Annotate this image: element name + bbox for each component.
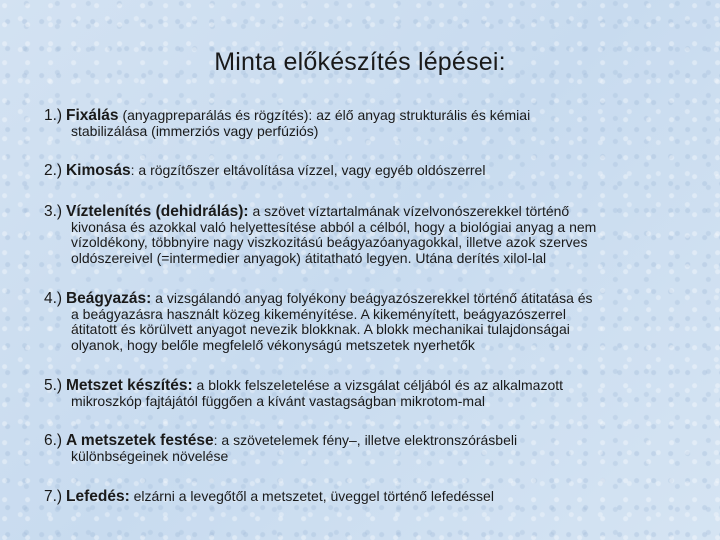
step-number: 4.) — [44, 290, 63, 307]
step-continuation: olyanok, hogy belőle megfelelő vékonyságú metszetek nyerhetők — [71, 336, 475, 353]
step-suffix: : — [213, 432, 218, 448]
step-term: Kimosás — [65, 162, 131, 179]
step-term: Beágyazás: — [65, 290, 152, 307]
step-description: a vizsgálandó anyag folyékony beágyazószerekkel történő átitatása és — [155, 290, 593, 306]
step-suffix: : — [130, 162, 135, 178]
step-number: 7.) — [44, 488, 63, 505]
step-number: 3.) — [44, 203, 63, 220]
step-term: Metszet készítés: — [65, 377, 193, 394]
step-continuation: különbségeinek növelése — [71, 447, 229, 464]
step-3 — [44, 204, 694, 266]
step-continuation: a beágyazásra használt közeg kikeményítése. A kikeményített, beágyazószerrel — [71, 305, 566, 322]
step-continuation: mikroszkóp fajtájától függően a kívánt vastagságban mikrotom-mal — [71, 392, 485, 409]
step-continuation: vízoldékony, többnyire nagy viszkozitású beágyazóanyagokkal, illetve azok szerves — [71, 234, 588, 250]
step-term: A metszetek festése — [65, 432, 214, 449]
step-7 — [44, 489, 694, 505]
step-1 — [44, 108, 694, 139]
step-number: 5.) — [44, 377, 63, 394]
step-description: a szövet víztartalmának vízelvonószerekkel történő — [252, 203, 570, 219]
step-term: Fixálás — [65, 107, 119, 124]
step-description: a blokk felszeletelése a vizsgálat céljából és az alkalmazott — [196, 377, 564, 393]
step-6 — [44, 433, 694, 464]
step-description: a rögzítőszer eltávolítása vízzel, vagy egyéb oldószerrel — [138, 162, 486, 178]
step-5 — [44, 378, 694, 409]
slide-title: Minta előkészítés lépései: — [214, 48, 506, 76]
step-continuation: kivonása és azokkal való helyettesítése abból a célból, hogy a biológiai anyag a nem — [71, 218, 597, 235]
step-continuation: átitatott és körülvett anyagot nevezik blokknak. A blokk mechanikai tulajdonságai — [71, 321, 570, 337]
step-4 — [44, 291, 694, 353]
step-term: Víztelenítés (dehidrálás): — [65, 203, 249, 220]
step-number: 6.) — [44, 432, 63, 449]
step-description: elzárni a levegőtől a metszetet, üveggel történő lefedéssel — [133, 488, 494, 504]
step-2 — [44, 163, 694, 179]
step-description: (anyagpreparálás és rögzítés): az élő anyag strukturális és kémiai — [122, 107, 531, 123]
step-number: 1.) — [44, 107, 63, 124]
step-number: 2.) — [44, 162, 63, 179]
step-continuation: stabilizálása (immerziós vagy perfúziós) — [71, 122, 319, 139]
step-continuation: oldószereivel (=intermedier anyagok) átitatható legyen. Utána derítés xilol-lal — [71, 249, 547, 266]
step-description: a szövetelemek fény–, illetve elektronszórásbeli — [221, 432, 518, 448]
step-term: Lefedés: — [65, 488, 130, 505]
